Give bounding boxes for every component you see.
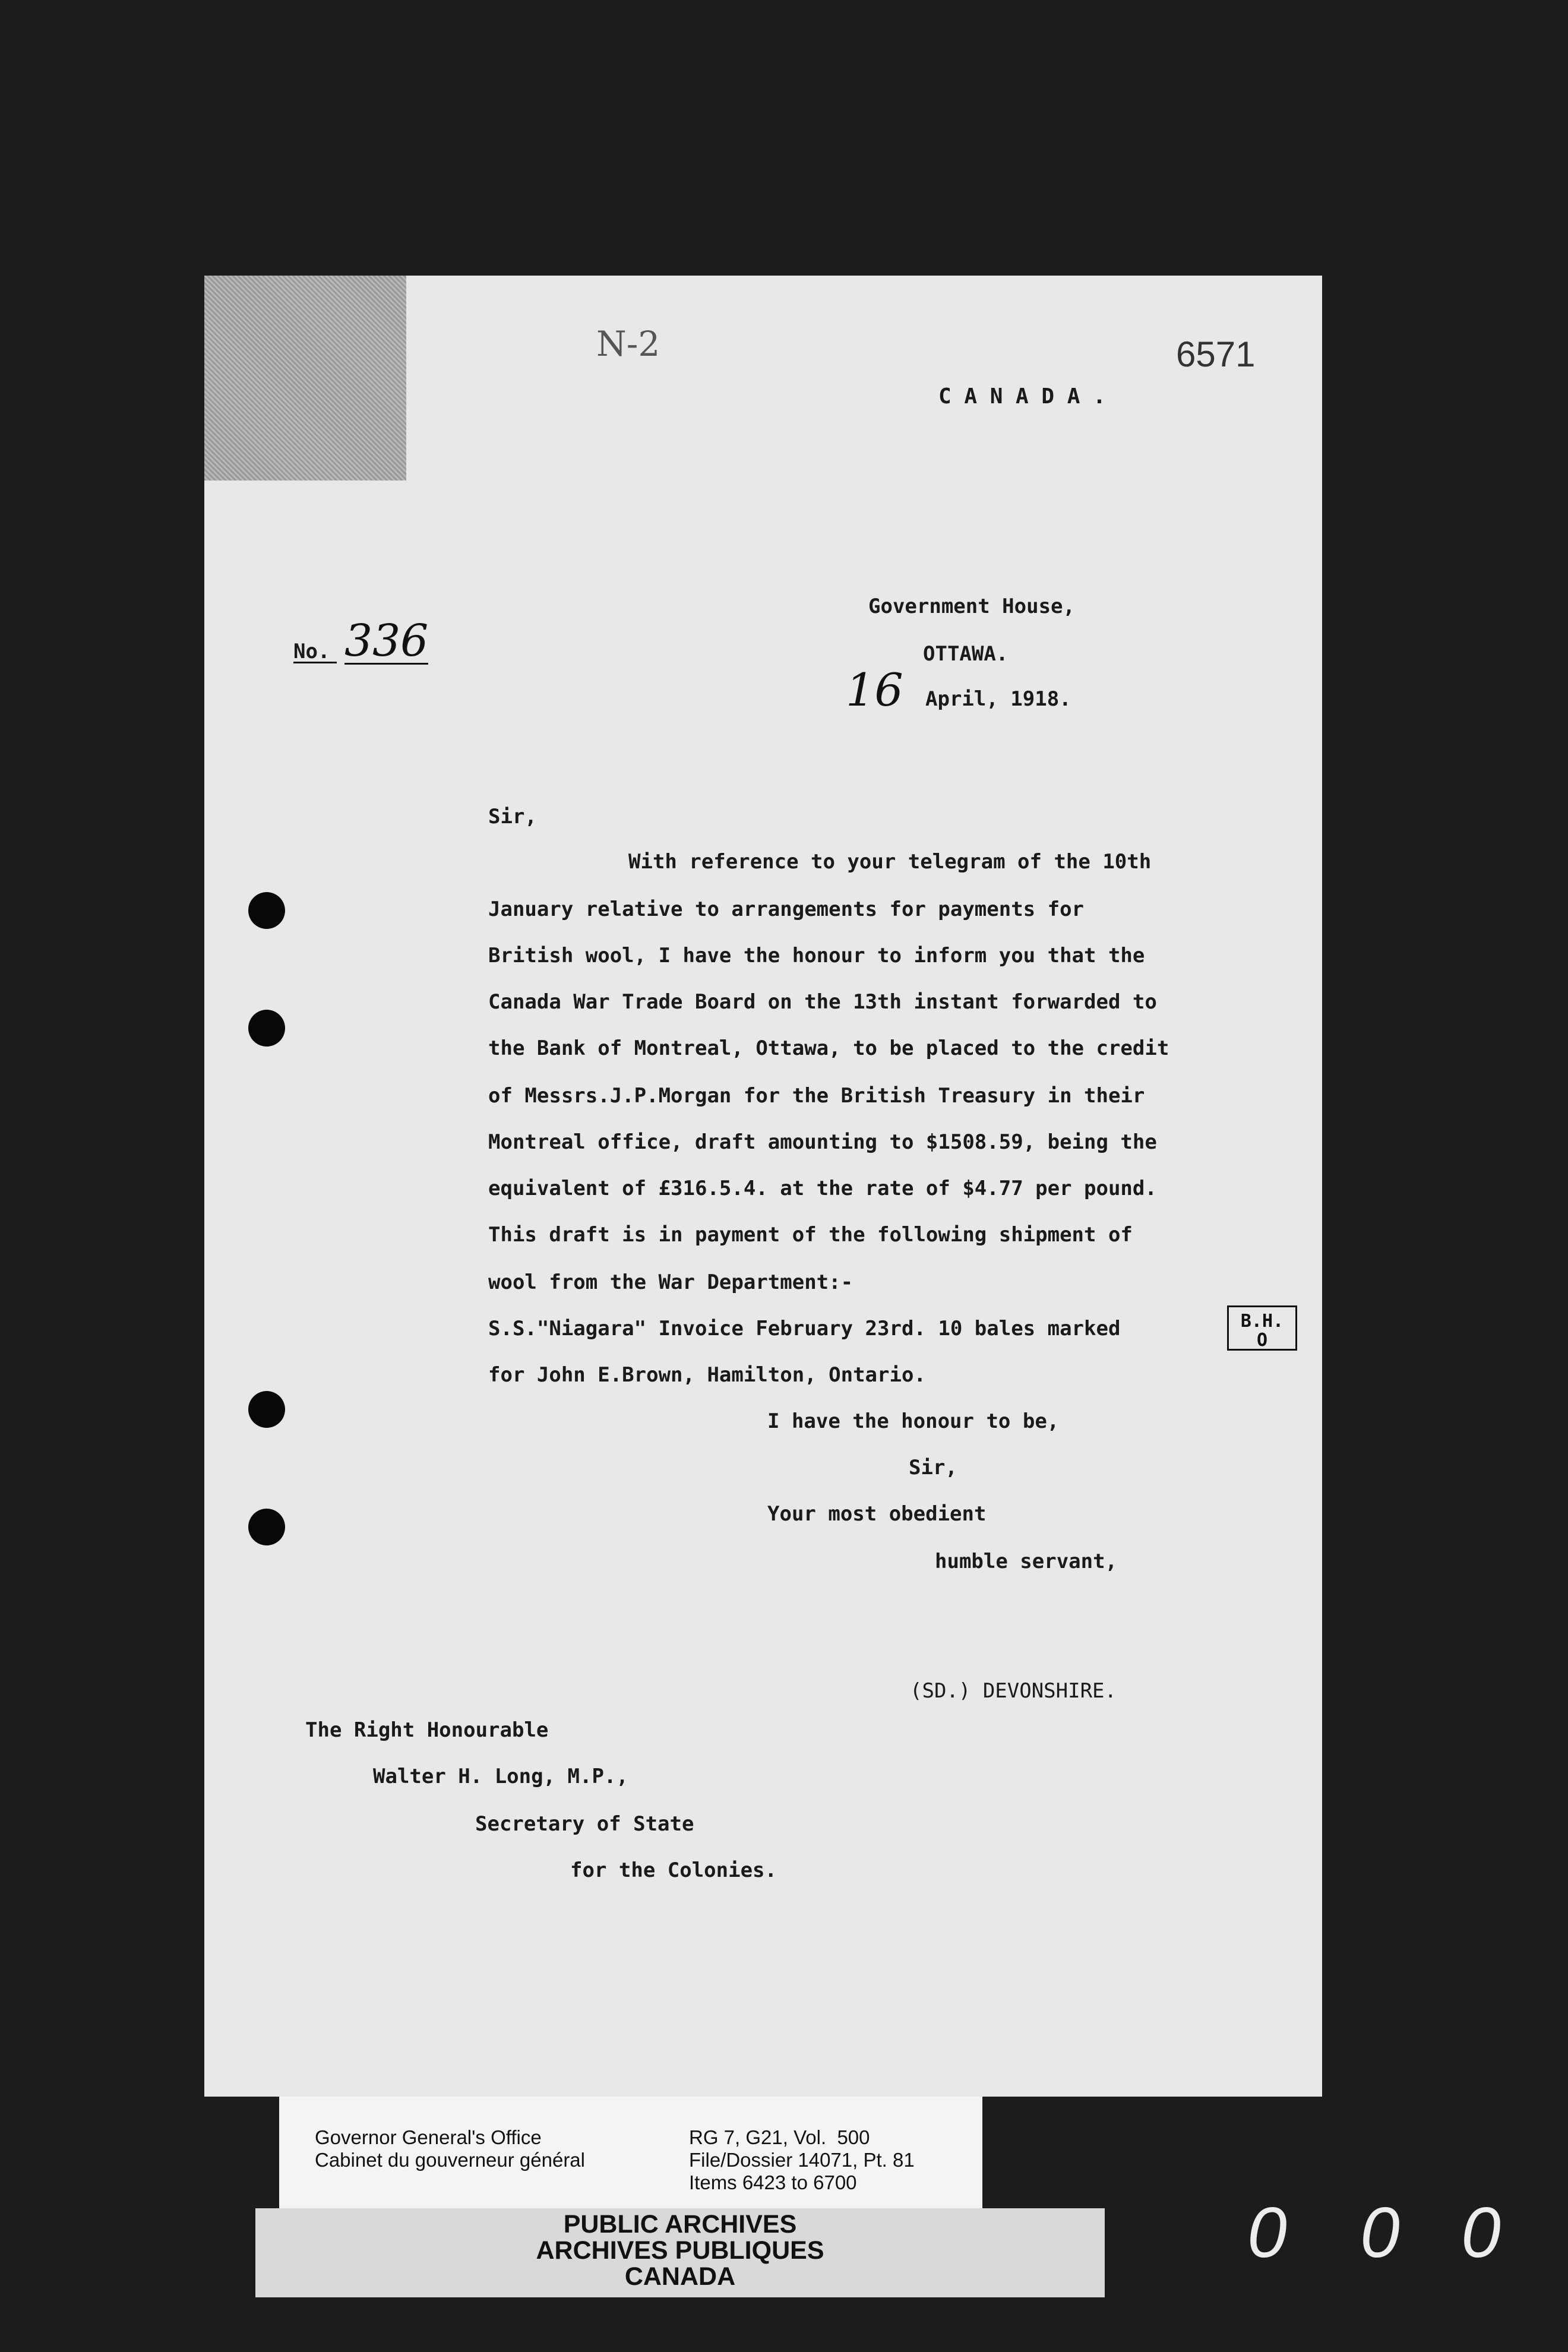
archive-ref-line: Items 6423 to 6700 bbox=[689, 2171, 857, 2193]
body-line: Canada War Trade Board on the 13th instant forwarded to bbox=[488, 990, 1157, 1014]
signature: (SD.) DEVONSHIRE. bbox=[910, 1679, 1117, 1703]
archives-line: CANADA bbox=[624, 2262, 736, 2291]
body-line: of Messrs.J.P.Morgan for the British Treasury in their bbox=[488, 1084, 1145, 1108]
punch-hole bbox=[248, 1010, 285, 1047]
address-line-2: OTTAWA. bbox=[923, 642, 1009, 666]
closing-line: Your most obedient bbox=[767, 1502, 987, 1526]
body-line: January relative to arrangements for payments for bbox=[488, 897, 1085, 921]
addressee-line: Secretary of State bbox=[475, 1812, 694, 1836]
letterhead-country: C A N A D A . bbox=[938, 384, 1106, 409]
reference-label: No. bbox=[293, 641, 337, 663]
body-line: S.S."Niagara" Invoice February 23rd. 10 bales marked bbox=[488, 1317, 1121, 1341]
page-number-stamp: 6571 bbox=[1176, 334, 1256, 374]
salutation: Sir, bbox=[488, 805, 537, 829]
reel-digit: 0 bbox=[1247, 2193, 1287, 2272]
body-line: the Bank of Montreal, Ottawa, to be placed to the credit bbox=[488, 1036, 1169, 1060]
archives-line: ARCHIVES PUBLIQUES bbox=[536, 2236, 824, 2265]
reference-number: 336 bbox=[344, 615, 429, 666]
addressee-line: for the Colonies. bbox=[570, 1858, 777, 1882]
body-line: Montreal office, draft amounting to $1508.59, being the bbox=[488, 1130, 1157, 1154]
archive-label bbox=[279, 2097, 982, 2208]
body-line: This draft is in payment of the following shipment of bbox=[488, 1223, 1133, 1247]
body-line: equivalent of £316.5.4. at the rate of $4.77 per pound. bbox=[488, 1177, 1157, 1200]
addressee-line: The Right Honourable bbox=[305, 1718, 549, 1742]
folder-tab bbox=[204, 276, 406, 480]
bale-mark-line-1: B.H. bbox=[1240, 1311, 1284, 1332]
closing-line: Sir, bbox=[909, 1456, 957, 1480]
reel-digit: 0 bbox=[1360, 2193, 1400, 2272]
body-line: for John E.Brown, Hamilton, Ontario. bbox=[488, 1363, 926, 1387]
bale-mark-box bbox=[1227, 1305, 1297, 1351]
punch-hole bbox=[248, 1391, 285, 1428]
reel-digit: 0 bbox=[1461, 2193, 1501, 2272]
archives-line: PUBLIC ARCHIVES bbox=[563, 2210, 797, 2239]
handwritten-day: 16 bbox=[846, 663, 903, 716]
address-line-1: Government House, bbox=[868, 595, 1075, 618]
body-line: With reference to your telegram of the 10th bbox=[628, 850, 1152, 874]
letter-date: April, 1918. bbox=[925, 687, 1071, 711]
body-line: British wool, I have the honour to inform you that the bbox=[488, 944, 1145, 968]
archive-ref-line: File/Dossier 14071, Pt. 81 bbox=[689, 2149, 915, 2171]
header-mark: N-2 bbox=[596, 324, 660, 364]
closing-line: I have the honour to be, bbox=[767, 1409, 1060, 1433]
addressee-line: Walter H. Long, M.P., bbox=[373, 1765, 628, 1788]
office-french: Cabinet du gouverneur général bbox=[315, 2149, 585, 2171]
archive-ref-line: RG 7, G21, Vol. 500 bbox=[689, 2126, 870, 2148]
bale-mark-line-2: O bbox=[1256, 1330, 1268, 1351]
letter-page bbox=[204, 276, 1322, 2097]
closing-line: humble servant, bbox=[935, 1550, 1118, 1573]
office-english: Governor General's Office bbox=[315, 2126, 542, 2148]
punch-hole bbox=[248, 892, 285, 929]
body-line: wool from the War Department:- bbox=[488, 1270, 853, 1294]
punch-hole bbox=[248, 1509, 285, 1545]
public-archives-stamp bbox=[255, 2208, 1105, 2297]
